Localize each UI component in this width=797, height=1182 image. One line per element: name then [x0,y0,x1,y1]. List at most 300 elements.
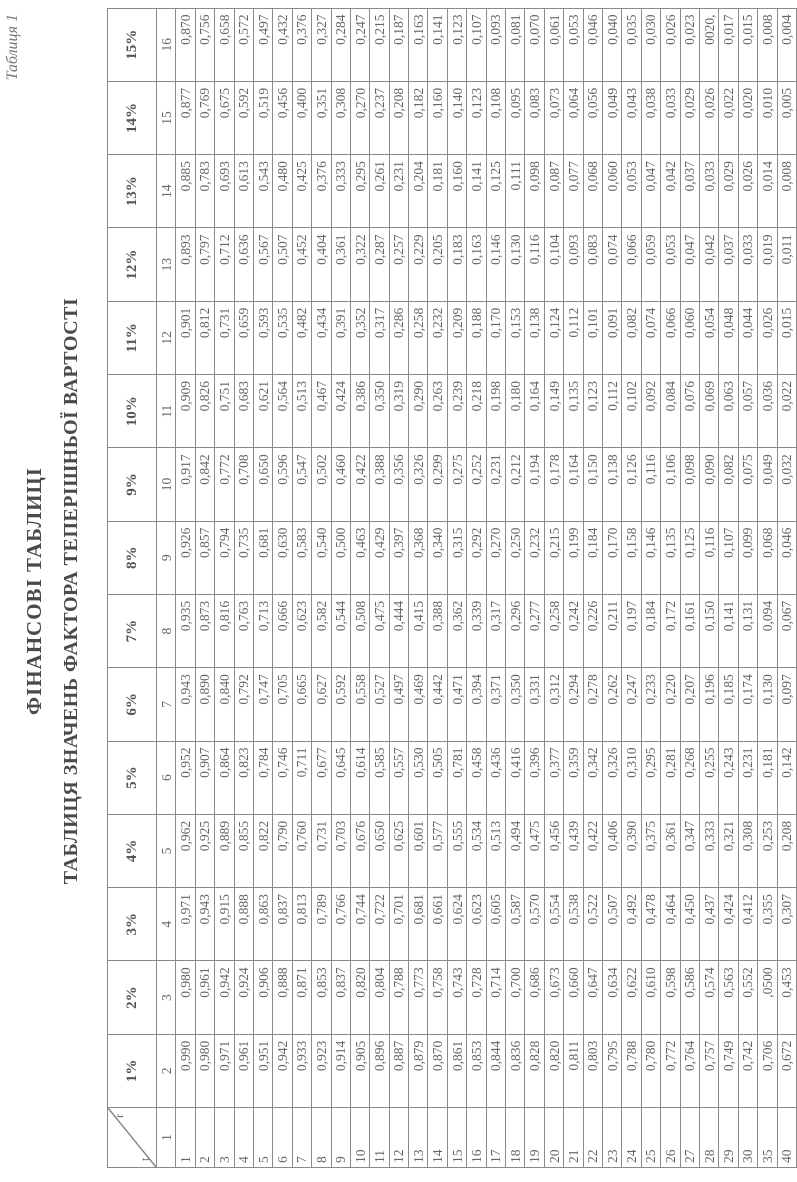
factor-value-cell: 0,125 [680,521,699,594]
factor-value-cell: 0,482 [292,301,311,374]
factor-value-cell: 0,069 [699,375,718,448]
factor-value-cell: 0,074 [602,228,621,301]
table-row [506,8,525,1167]
factor-value-cell: 0,361 [331,228,350,301]
period-cell: 16 [467,1108,486,1168]
factor-value-cell: 0,292 [467,521,486,594]
factor-value-cell: 0,508 [350,594,369,667]
factor-value-cell: 0,749 [719,1034,738,1107]
factor-value-cell: 0,769 [195,81,214,154]
factor-value-cell: 0,658 [215,8,234,81]
factor-value-cell: 0,232 [525,521,544,594]
factor-value-cell: 0,586 [680,961,699,1034]
factor-value-cell: 0,257 [389,228,408,301]
factor-value-cell: 0,722 [370,888,389,961]
factor-value-cell: 0,456 [273,81,292,154]
factor-value-cell: 0,893 [176,228,195,301]
rate-header-cell: 12% [108,228,157,301]
factor-value-cell: 0,933 [292,1034,311,1107]
factor-value-cell: 0,153 [506,301,525,374]
factor-value-cell: 0,164 [525,375,544,448]
factor-value-cell: 0,131 [738,594,757,667]
factor-value-cell: 0,962 [176,814,195,887]
table-row [758,8,777,1167]
factor-value-cell: 0,355 [758,888,777,961]
factor-value-cell: 0,138 [602,448,621,521]
factor-value-cell: 0,375 [641,814,660,887]
factor-value-cell: 0,042 [699,228,718,301]
factor-value-cell: 0,772 [661,1034,680,1107]
factor-value-cell: 0,005 [777,81,796,154]
period-cell: 15 [447,1108,466,1168]
factor-value-cell: 0,208 [389,81,408,154]
factor-value-cell: 0,199 [564,521,583,594]
factor-value-cell: 0,073 [544,81,563,154]
factor-value-cell: 0,063 [719,375,738,448]
column-number-cell: 14 [157,155,176,228]
factor-value-cell: 0,971 [176,888,195,961]
period-cell: 8 [312,1108,331,1168]
section-title: ФІНАНСОВІ ТАБЛИЦІ [22,467,46,715]
factor-value-cell: 0,351 [312,81,331,154]
factor-value-cell: 0,317 [486,594,505,667]
factor-value-cell: 0,552 [738,961,757,1034]
factor-value-cell: 0,076 [680,375,699,448]
factor-value-cell: 0,030 [641,8,660,81]
factor-value-cell: 0,123 [583,375,602,448]
factor-value-cell: 0,456 [544,814,563,887]
factor-value-cell: 0,822 [253,814,272,887]
table-row [409,8,428,1167]
factor-value-cell: 0,060 [602,155,621,228]
factor-value-cell: 0,352 [350,301,369,374]
factor-value-cell: 0,622 [622,961,641,1034]
factor-value-cell: 0,513 [292,375,311,448]
factor-value-cell: 0,855 [234,814,253,887]
factor-value-cell: 0,563 [719,961,738,1034]
column-number-cell: 6 [157,741,176,814]
factor-value-cell: 0,535 [273,301,292,374]
period-cell: 3 [215,1108,234,1168]
table-row [234,8,253,1167]
table-title: ТАБЛИЦЯ ЗНАЧЕНЬ ФАКТОРА ТЕПЕРІШНЬОЇ ВАРТОСТІ [60,297,82,885]
factor-value-cell: 0,093 [564,228,583,301]
factor-value-cell: 0,101 [583,301,602,374]
factor-value-cell: 0,125 [486,155,505,228]
factor-value-cell: 0,795 [602,1034,621,1107]
factor-value-cell: 0,555 [447,814,466,887]
factor-value-cell: 0,610 [641,961,660,1034]
factor-value-cell: 0,596 [273,448,292,521]
factor-value-cell: 0,307 [777,888,796,961]
factor-value-cell: 0,347 [680,814,699,887]
factor-value-cell: 0,231 [486,448,505,521]
factor-value-cell: 0,090 [699,448,718,521]
factor-value-cell: 0,361 [661,814,680,887]
factor-value-cell: 0,887 [389,1034,408,1107]
factor-value-cell: 0,422 [350,448,369,521]
factor-value-cell: 0,038 [641,81,660,154]
factor-value-cell: 0,464 [661,888,680,961]
table-row [215,8,234,1167]
factor-value-cell: 0,742 [738,1034,757,1107]
factor-value-cell: 0,026 [758,301,777,374]
factor-value-cell: 0,816 [215,594,234,667]
table-row [389,8,408,1167]
factor-value-cell: 0,971 [215,1034,234,1107]
factor-value-cell: 0,033 [661,81,680,154]
table-row [719,8,738,1167]
corner-header-cell [108,1108,157,1168]
factor-value-cell: 0,163 [467,228,486,301]
factor-value-cell: 0,416 [506,741,525,814]
factor-value-cell: 0,215 [544,521,563,594]
factor-value-cell: 0,907 [195,741,214,814]
period-cell: 7 [292,1108,311,1168]
factor-value-cell: 0,677 [312,741,331,814]
factor-value-cell: 0,047 [680,228,699,301]
factor-value-cell: 0,453 [777,961,796,1034]
factor-value-cell: 0,500 [331,521,350,594]
factor-value-cell: 0,388 [428,594,447,667]
factor-value-cell: 0,980 [176,961,195,1034]
factor-value-cell: 0,164 [564,448,583,521]
factor-value-cell: 0,469 [409,668,428,741]
factor-value-cell: 0,138 [525,301,544,374]
period-cell: 29 [719,1108,738,1168]
factor-value-cell: 0,650 [370,814,389,887]
factor-value-cell: 0,150 [699,594,718,667]
period-cell: 26 [661,1108,680,1168]
factor-value-cell: 0,231 [738,741,757,814]
factor-value-cell: 0,184 [583,521,602,594]
factor-value-cell: 0,268 [680,741,699,814]
factor-value-cell: 0,460 [331,448,350,521]
rate-header-cell: 15% [108,8,157,81]
column-number-cell: 5 [157,814,176,887]
rate-header-cell: 1% [108,1034,157,1107]
period-cell: 23 [602,1108,621,1168]
factor-value-cell: 0,703 [331,814,350,887]
factor-value-cell: 0,331 [525,668,544,741]
factor-value-cell: 0,048 [719,301,738,374]
factor-value-cell: 0,053 [661,228,680,301]
factor-value-cell: 0,275 [447,448,466,521]
factor-value-cell: 0,130 [758,668,777,741]
factor-value-cell: 0,043 [622,81,641,154]
column-number-cell: 9 [157,521,176,594]
factor-value-cell: 0,233 [641,668,660,741]
factor-value-cell: 0,015 [777,301,796,374]
factor-value-cell: 0,258 [409,301,428,374]
factor-value-cell: 0,587 [506,888,525,961]
factor-value-cell: 0,053 [622,155,641,228]
factor-value-cell: 0,258 [544,594,563,667]
factor-value-cell: 0,247 [350,8,369,81]
factor-value-cell: 0,828 [525,1034,544,1107]
factor-value-cell: 0,951 [253,1034,272,1107]
factor-value-cell: 0,359 [564,741,583,814]
factor-value-cell: 0,326 [602,741,621,814]
factor-value-cell: 0,068 [758,521,777,594]
factor-value-cell: 0,437 [699,888,718,961]
factor-value-cell: 0,032 [777,448,796,521]
factor-value-cell: 0,728 [467,961,486,1034]
factor-value-cell: 0,714 [486,961,505,1034]
factor-value-cell: 0,452 [292,228,311,301]
factor-value-cell: 0,917 [176,448,195,521]
period-cell: 27 [680,1108,699,1168]
factor-value-cell: 0,187 [389,8,408,81]
factor-value-cell: 0,194 [525,448,544,521]
factor-value-cell: 0,207 [680,668,699,741]
factor-value-cell: 0,837 [273,888,292,961]
factor-value-cell: 0,184 [641,594,660,667]
rate-header-cell: 14% [108,81,157,154]
factor-value-cell: 0,711 [292,741,311,814]
factor-value-cell: 0,676 [350,814,369,887]
factor-value-cell: 0,057 [738,375,757,448]
factor-value-cell: 0,299 [428,448,447,521]
factor-value-cell: 0,683 [234,375,253,448]
factor-value-cell: 0,091 [602,301,621,374]
factor-value-cell: 0,141 [428,8,447,81]
factor-value-cell: 0,286 [389,301,408,374]
factor-value-cell: 0,388 [370,448,389,521]
rate-header-row [108,8,157,1167]
factor-value-cell: 0,564 [273,375,292,448]
factor-value-cell: 0,436 [486,741,505,814]
factor-value-cell: 0,788 [622,1034,641,1107]
factor-value-cell: 0,075 [738,448,757,521]
factor-value-cell: 0,066 [661,301,680,374]
factor-value-cell: 0,029 [719,155,738,228]
factor-value-cell: 0,630 [273,521,292,594]
factor-value-cell: 0,160 [447,155,466,228]
factor-value-cell: 0,406 [602,814,621,887]
factor-value-cell: 0,008 [758,8,777,81]
factor-value-cell: 0,368 [409,521,428,594]
factor-value-cell: 0,180 [506,375,525,448]
factor-value-cell: 0,146 [641,521,660,594]
factor-value-cell: 0,764 [680,1034,699,1107]
factor-value-cell: 0,209 [447,301,466,374]
factor-value-cell: 0,074 [641,301,660,374]
table-row [602,8,621,1167]
period-cell: 40 [777,1108,796,1168]
factor-value-cell: 0,780 [641,1034,660,1107]
factor-value-cell: 0,513 [486,814,505,887]
factor-value-cell: 0,424 [331,375,350,448]
factor-value-cell: 0,026 [661,8,680,81]
factor-value-cell: 0,784 [253,741,272,814]
table-row [680,8,699,1167]
factor-value-cell: 0,049 [758,448,777,521]
factor-value-cell: 0,397 [389,521,408,594]
table-row [350,8,369,1167]
factor-value-cell: 0,925 [195,814,214,887]
period-cell: 6 [273,1108,292,1168]
factor-value-cell: 0,130 [506,228,525,301]
period-cell: 10 [350,1108,369,1168]
factor-value-cell: 0,480 [273,155,292,228]
factor-value-cell: 0,706 [758,1034,777,1107]
factor-value-cell: 0,170 [602,521,621,594]
column-number-cell: 16 [157,8,176,81]
factor-value-cell: 0,434 [312,301,331,374]
factor-value-cell: 0,905 [350,1034,369,1107]
factor-value-cell: 0,098 [525,155,544,228]
factor-value-cell: 0,218 [467,375,486,448]
factor-value-cell: 0,788 [389,961,408,1034]
factor-value-cell: 0,605 [486,888,505,961]
factor-value-cell: 0,888 [234,888,253,961]
factor-value-cell: 0,126 [622,448,641,521]
factor-value-cell: 0,527 [370,668,389,741]
factor-value-cell: 0,673 [544,961,563,1034]
factor-value-cell: 0,789 [312,888,331,961]
corner-rate-label: r [112,1114,126,1118]
table-body [176,8,797,1167]
factor-value-cell: 0,093 [486,8,505,81]
column-number-cell: 2 [157,1034,176,1107]
factor-value-cell: 0,507 [602,888,621,961]
factor-value-cell: 0,116 [699,521,718,594]
factor-value-cell: 0,053 [564,8,583,81]
factor-value-cell: 0,624 [447,888,466,961]
factor-value-cell: 0,315 [447,521,466,594]
factor-value-cell: 0,229 [409,228,428,301]
period-cell: 5 [253,1108,272,1168]
factor-value-cell: 0,623 [467,888,486,961]
factor-value-cell: 0,163 [409,8,428,81]
column-number-cell: 1 [157,1108,176,1168]
factor-value-cell: 0,084 [661,375,680,448]
factor-value-cell: 0,174 [738,668,757,741]
factor-value-cell: 0,295 [641,741,660,814]
factor-value-cell: 0,980 [195,1034,214,1107]
factor-value-cell: 0,377 [544,741,563,814]
table-row [331,8,350,1167]
factor-value-cell: 0,896 [370,1034,389,1107]
factor-value-cell: 0,492 [622,888,641,961]
table-row [622,8,641,1167]
factor-value-cell: 0,534 [467,814,486,887]
table-row [661,8,680,1167]
factor-value-cell: 0,519 [253,81,272,154]
factor-value-cell: 0,262 [602,668,621,741]
factor-value-cell: 0,037 [680,155,699,228]
factor-value-cell: 0,112 [602,375,621,448]
factor-value-cell: 0,942 [215,961,234,1034]
factor-value-cell: 0,011 [777,228,796,301]
factor-value-cell: 0,853 [312,961,331,1034]
factor-value-cell: 0,350 [370,375,389,448]
factor-value-cell: 0,061 [544,8,563,81]
factor-value-cell: 0,215 [370,8,389,81]
factor-value-cell: 0,577 [428,814,447,887]
factor-value-cell: 0,746 [273,741,292,814]
table-row [699,8,718,1167]
factor-value-cell: 0,281 [661,741,680,814]
factor-value-cell: 0,141 [467,155,486,228]
factor-value-cell: 0,820 [350,961,369,1034]
factor-value-cell: 0,243 [719,741,738,814]
factor-value-cell: 0,820 [544,1034,563,1107]
factor-value-cell: 0,623 [292,594,311,667]
factor-value-cell: 0,990 [176,1034,195,1107]
period-cell: 28 [699,1108,718,1168]
factor-value-cell: 0,321 [719,814,738,887]
factor-value-cell: 0,049 [602,81,621,154]
factor-value-cell: 0,339 [467,594,486,667]
factor-value-cell: 0,185 [719,668,738,741]
factor-value-cell: 0,066 [622,228,641,301]
factor-value-cell: 0,783 [195,155,214,228]
factor-value-cell: 0,391 [331,301,350,374]
period-cell: 30 [738,1108,757,1168]
factor-value-cell: 0,877 [176,81,195,154]
factor-value-cell: 0,054 [699,301,718,374]
factor-value-cell: 0,317 [370,301,389,374]
period-cell: 14 [428,1108,447,1168]
factor-value-cell: 0,015 [738,8,757,81]
factor-value-cell: 0,763 [234,594,253,667]
factor-value-cell: 0,773 [409,961,428,1034]
factor-value-cell: 0,247 [622,668,641,741]
factor-value-cell: 0,660 [564,961,583,1034]
factor-value-cell: 0,140 [447,81,466,154]
factor-value-cell: 0,840 [215,668,234,741]
factor-value-cell: 0,864 [215,741,234,814]
factor-value-cell: 0,647 [583,961,602,1034]
factor-value-cell: 0,794 [215,521,234,594]
factor-value-cell: 0,650 [253,448,272,521]
table-row [292,8,311,1167]
factor-value-cell: 0,094 [758,594,777,667]
column-number-cell: 11 [157,375,176,448]
factor-value-cell: 0,312 [544,668,563,741]
factor-value-cell: 0,116 [525,228,544,301]
factor-value-cell: 0,087 [544,155,563,228]
factor-value-cell: ,0500 [758,961,777,1034]
factor-value-cell: 0,141 [719,594,738,667]
factor-value-cell: 0,811 [564,1034,583,1107]
factor-value-cell: 0,308 [738,814,757,887]
factor-value-cell: 0,083 [583,228,602,301]
factor-value-cell: 0,665 [292,668,311,741]
factor-value-cell: 0,502 [312,448,331,521]
factor-value-cell: 0,010 [758,81,777,154]
factor-value-cell: 0,106 [661,448,680,521]
factor-value-cell: 0,625 [389,814,408,887]
factor-value-cell: 0,068 [583,155,602,228]
factor-value-cell: 0,035 [622,8,641,81]
factor-value-cell: 0,475 [370,594,389,667]
factor-value-cell: 0,277 [525,594,544,667]
factor-value-cell: 0,333 [331,155,350,228]
factor-value-cell: 0,253 [758,814,777,887]
factor-value-cell: 0,047 [641,155,660,228]
column-number-cell: 15 [157,81,176,154]
factor-value-cell: 0,044 [738,301,757,374]
factor-value-cell: 0,731 [312,814,331,887]
table-row [428,8,447,1167]
factor-value-cell: 0,870 [176,8,195,81]
factor-value-cell: 0,708 [234,448,253,521]
factor-value-cell: 0,204 [409,155,428,228]
factor-value-cell: 0,232 [428,301,447,374]
